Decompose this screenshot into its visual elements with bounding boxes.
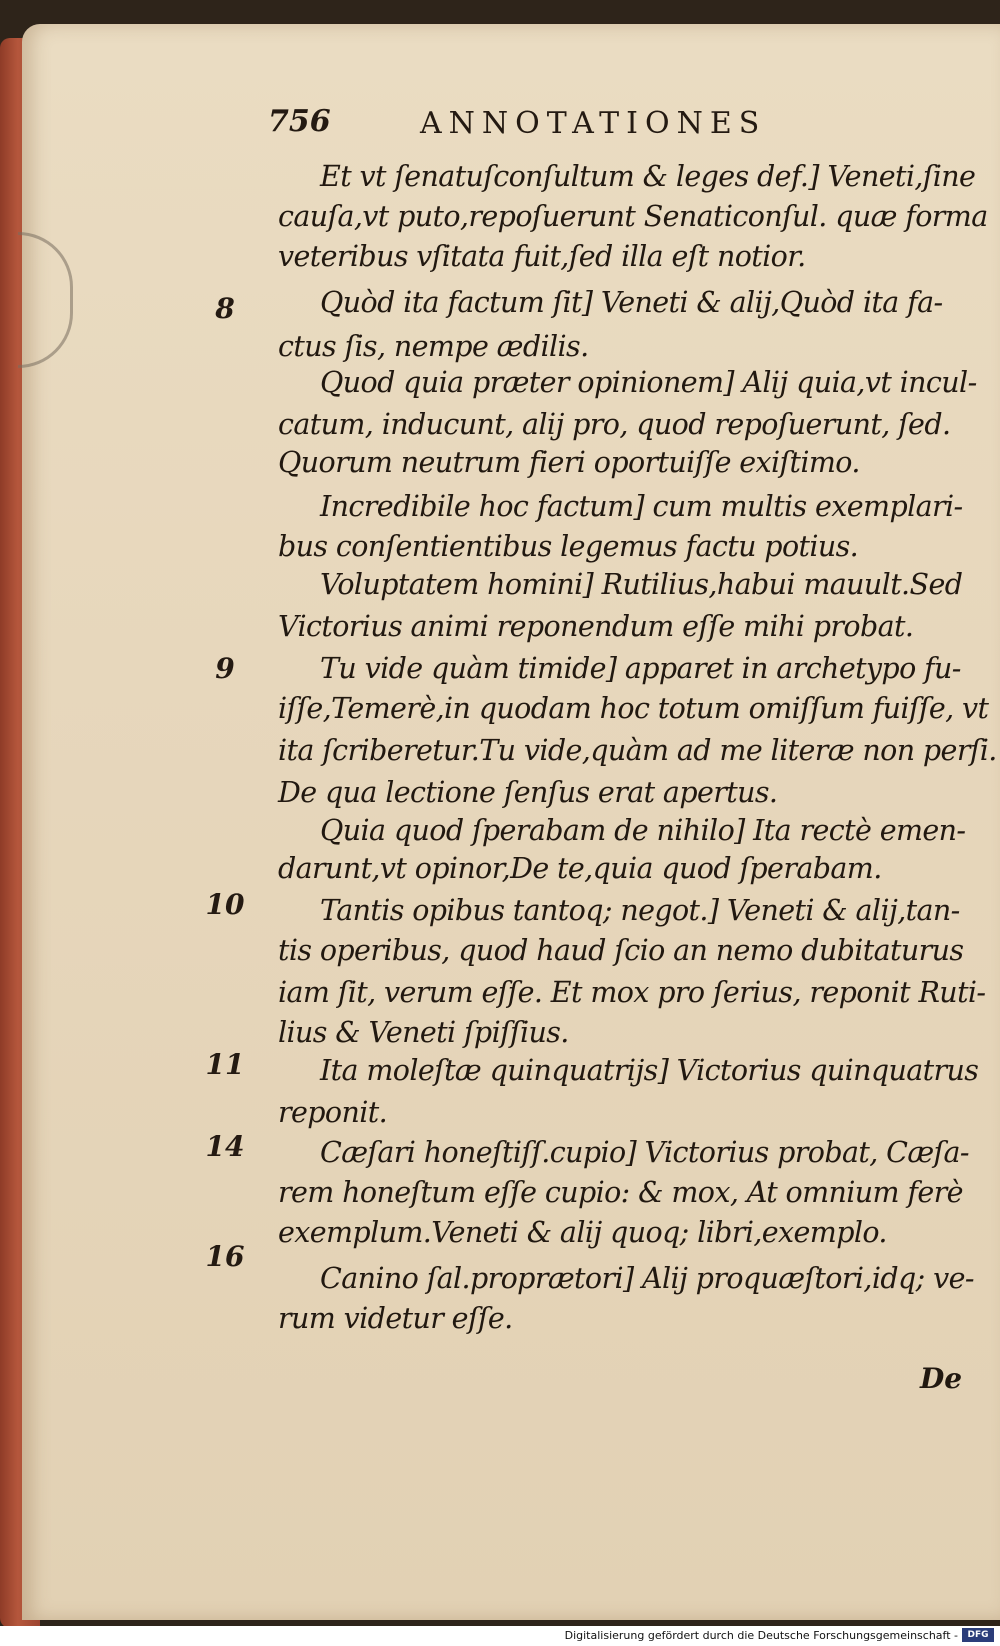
footer-credit-text: Digitalisierung gefördert durch die Deutsche Forschungsgemeinschaft - — [564, 1629, 958, 1642]
text-line: Cæſari honeſtiſſ.cupio] Victorius probat, Cæſa- — [320, 1136, 969, 1169]
margin-number: 9 — [215, 652, 235, 685]
text-line: Ita moleſtæ quinquatrijs] Victorius quinquatrus — [320, 1054, 979, 1087]
text-line: darunt,vt opinor,De te,quia quod ſperabam. — [278, 852, 882, 885]
text-line: Incredibile hoc factum] cum multis exemplari- — [320, 490, 963, 523]
text-line: iſſe,Temerè,in quodam hoc totum omiſſum fuiſſe, vt — [278, 692, 989, 725]
margin-number: 10 — [205, 888, 245, 921]
text-line: ita ſcriberetur.Tu vide,quàm ad me literæ non perſi. — [278, 734, 997, 767]
text-line: Quorum neutrum fieri oportuiſſe exiſtimo. — [278, 446, 860, 479]
text-line: bus conſentientibus legemus factu potius. — [278, 530, 859, 563]
dfg-logo: DFG — [962, 1628, 994, 1642]
text-line: Victorius animi reponendum eſſe mihi probat. — [278, 610, 914, 643]
text-line: veteribus vſitata fuit,ſed illa eſt notior. — [278, 240, 806, 273]
text-line: Quod quia præter opinionem] Alij quia,vt incul- — [320, 366, 977, 399]
margin-number: 14 — [205, 1130, 245, 1163]
text-line: exemplum.Veneti & alij quoq; libri,exemplo. — [278, 1216, 887, 1249]
text-line: lius & Veneti ſpiſſius. — [278, 1016, 569, 1049]
catchword: De — [920, 1362, 963, 1395]
text-line: Tantis opibus tantoq; negot.] Veneti & alij,tan- — [320, 894, 960, 927]
text-line: catum, inducunt, alij pro, quod repoſuerunt, ſed. — [278, 408, 951, 441]
text-line: cauſa,vt puto,repoſuerunt Senaticonſul. quæ forma — [278, 200, 988, 233]
margin-number: 16 — [205, 1240, 245, 1273]
margin-number: 8 — [215, 292, 235, 325]
page-number: 756 — [268, 104, 331, 139]
running-title: ANNOTATIONES — [420, 106, 767, 141]
text-line: tis operibus, quod haud ſcio an nemo dubitaturus — [278, 934, 964, 967]
text-line: reponit. — [278, 1096, 388, 1129]
text-line: rem honeſtum eſſe cupio: & mox, At omnium ferè — [278, 1176, 963, 1209]
text-line: iam ſit, verum eſſe. Et mox pro ſerius, reponit Ruti- — [278, 976, 986, 1009]
text-line: Et vt ſenatuſconſultum & leges def.] Veneti,ſine — [320, 160, 976, 193]
text-line: De qua lectione ſenſus erat apertus. — [278, 776, 778, 809]
text-line: Quòd ita factum ſit] Veneti & alij,Quòd ita fa- — [320, 286, 943, 319]
text-line: Quia quod ſperabam de nihilo] Ita rectè emen- — [320, 814, 966, 847]
text-line: Tu vide quàm timide] apparet in archetypo fu- — [320, 652, 961, 685]
text-line: Canino ſal.proprætori] Alij proquæſtori,idq; ve- — [320, 1262, 974, 1295]
margin-number: 11 — [205, 1048, 245, 1081]
text-line: ctus ſis, nempe ædilis. — [278, 330, 589, 363]
text-line: rum videtur eſſe. — [278, 1302, 513, 1335]
text-line: Voluptatem homini] Rutilius,habui mauult.Sed — [320, 568, 963, 601]
